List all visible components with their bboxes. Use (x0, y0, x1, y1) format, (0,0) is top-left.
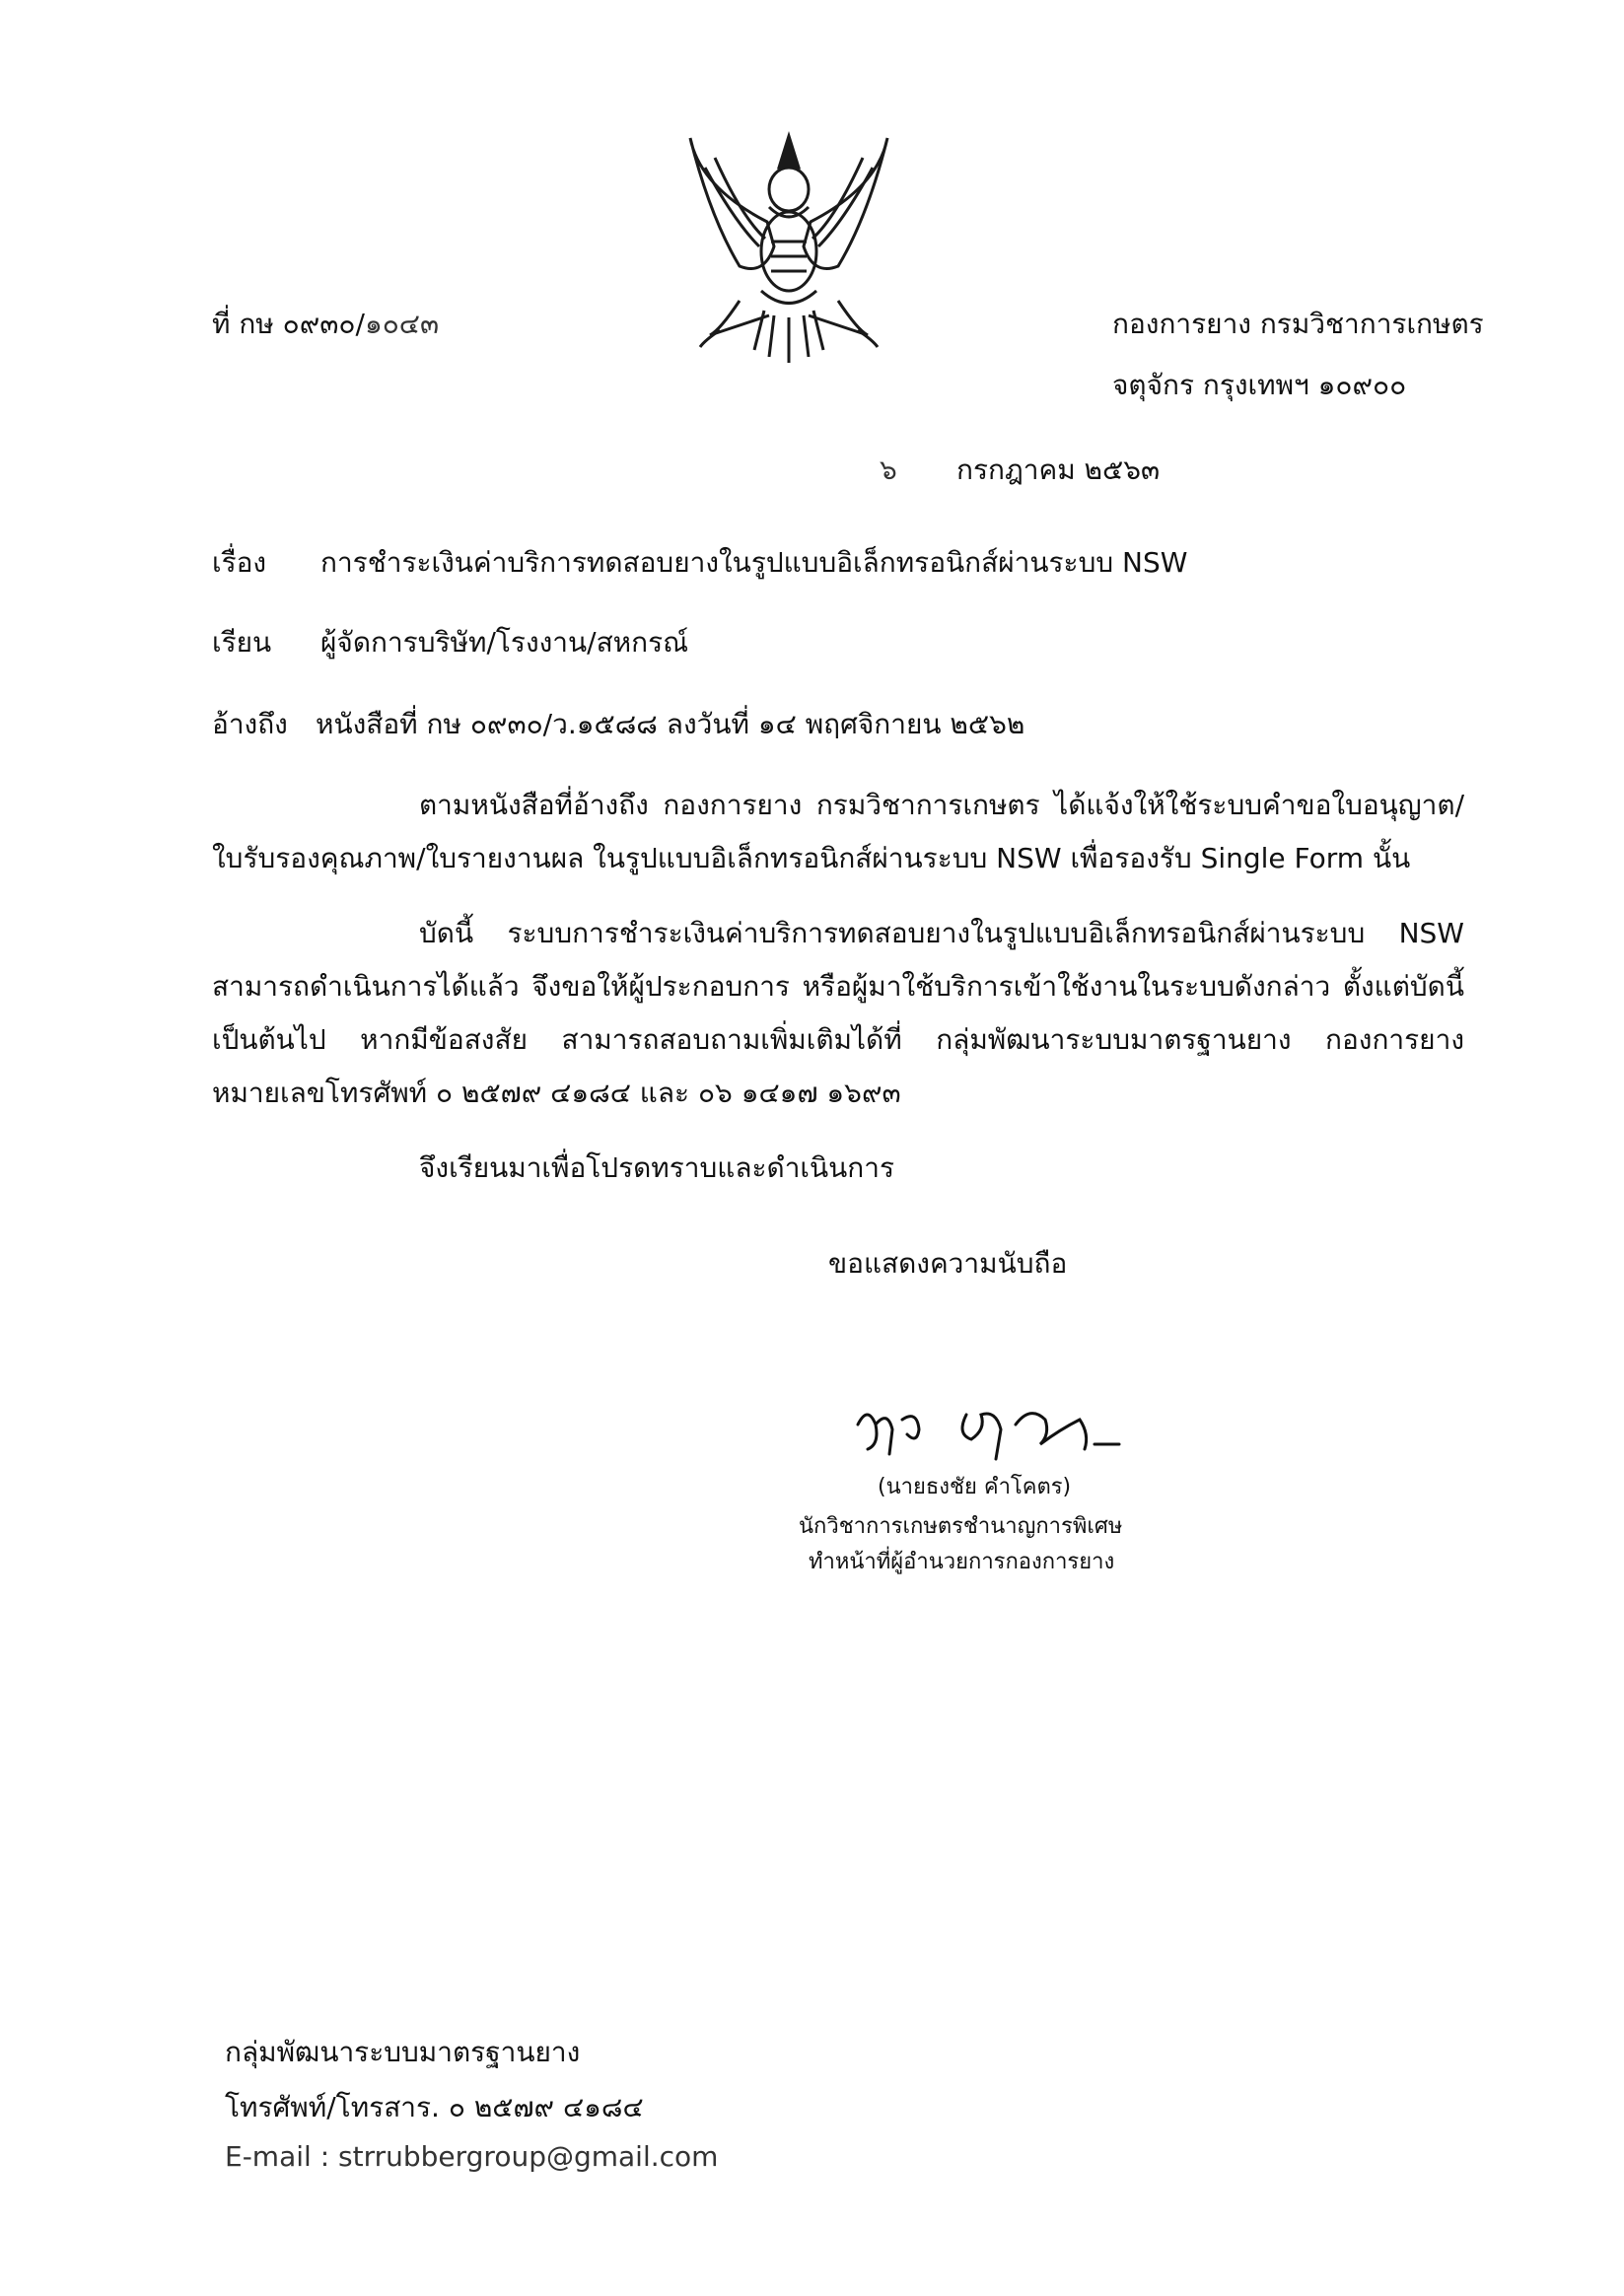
handwritten-signature (848, 1390, 1134, 1479)
footer-phone: โทรศัพท์/โทรสาร. ๐ ๒๕๗๙ ๔๑๘๔ (225, 2091, 644, 2123)
letter-date: กรกฎาคม ๒๕๖๓ (956, 453, 1161, 486)
subject-label: เรื่อง (212, 546, 267, 579)
signer-title: นักวิชาการเกษตรชำนาญการพิเศษ (799, 1514, 1123, 1539)
reference-label: อ้างถึง (212, 708, 288, 740)
document-number-handwritten: ๑๐๔๓ (364, 308, 440, 340)
date-day-handwritten: ๖ (880, 453, 897, 486)
body-paragraph-2: บัดนี้ ระบบการชำระเงินค่าบริการทดสอบยางในรูปแบบอิเล็กทรอนิกส์ผ่านระบบ NSW สามารถดำเนินการได้แล้ว จึงขอให้ผู้ประกอบการ หรือผู้มาใช้บริการเข้าใช้งานในระบบดังกล่าว ตั้งแต่บัดนี้เป็นต้นไป หากมีข้อสงสัย สามารถสอบถามเพิ่มเติมได้ที่ กลุ่มพัฒนาระบบมาตรฐานยาง กองการยาง หมายเลขโทรศัพท์ ๐ ๒๕๗๙ ๔๑๘๔ และ ๐๖ ๑๔๑๗ ๑๖๙๓ (212, 917, 1464, 1109)
closing-line: จึงเรียนมาเพื่อโปรดทราบและดำเนินการ (419, 1151, 895, 1184)
footer-unit: กลุ่มพัฒนาระบบมาตรฐานยาง (225, 2036, 581, 2068)
subject-text: การชำระเงินค่าบริการทดสอบยางในรูปแบบอิเล็กทรอนิกส์ผ่านระบบ NSW (320, 546, 1188, 579)
regards: ขอแสดงความนับถือ (828, 1247, 1068, 1280)
body-paragraph-1: ตามหนังสือที่อ้างถึง กองการยาง กรมวิชาการเกษตร ได้แจ้งให้ใช้ระบบคำขอใบอนุญาต/ใบรับรองคุณภาพ/ใบรายงานผล ในรูปแบบอิเล็กทรอนิกส์ผ่านระบบ NSW เพื่อรองรับ Single Form นั้น (212, 789, 1464, 874)
sender-address: จตุจักร กรุงเทพฯ ๑๐๙๐๐ (1112, 369, 1407, 401)
recipient-label: เรียน (212, 626, 272, 659)
document-number-printed: ที่ กษ ๐๙๓๐/ (212, 308, 365, 340)
garuda-emblem-icon (680, 128, 897, 370)
signer-role: ทำหน้าที่ผู้อำนวยการกองการยาง (809, 1550, 1115, 1574)
signer-name: (นายธงชัย คำโคตร) (878, 1475, 1072, 1499)
document-number (212, 308, 439, 341)
recipient-text: ผู้จัดการบริษัท/โรงงาน/สหกรณ์ (320, 626, 689, 659)
reference-text: หนังสือที่ กษ ๐๙๓๐/ว.๑๕๘๘ ลงวันที่ ๑๔ พฤศจิกายน ๒๕๖๒ (316, 708, 1025, 740)
footer-email: E-mail : strrubbergroup@gmail.com (225, 2140, 719, 2173)
sender-organization: กองการยาง กรมวิชาการเกษตร (1112, 308, 1484, 340)
